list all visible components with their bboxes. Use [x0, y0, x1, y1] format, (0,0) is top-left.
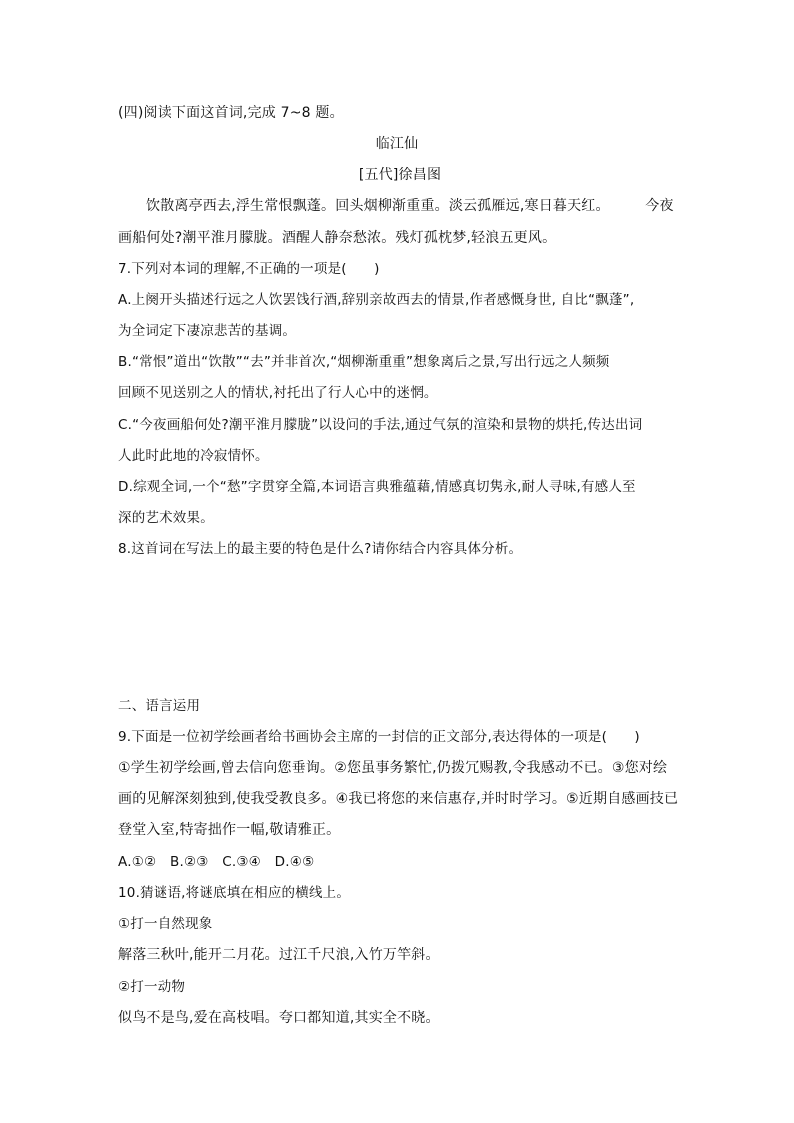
- question-8-stem: 8.这首词在写法上的最主要的特色是什么?请你结合内容具体分析。: [118, 541, 523, 557]
- q7-option-c-line1: C.“今夜画船何处?潮平淮月朦胧”以设问的手法,通过气氛的渲染和景物的烘托,传达出词: [118, 417, 643, 433]
- question-10-stem: 10.猜谜语,将谜底填在相应的横线上。: [118, 885, 351, 901]
- poem-line-1: 饮散离亭西去,浮生常恨飘蓬。回头烟柳渐重重。淡云孤雁远,寒日暮天红。 今夜: [146, 198, 674, 214]
- section-intro: (四)阅读下面这首词,完成 7~8 题。: [118, 105, 344, 121]
- poem-line-2: 画船何处?潮平淮月朦胧。酒醒人静奈愁浓。残灯孤枕梦,轻浪五更风。: [118, 230, 557, 246]
- q10-sub1-label: ①打一自然现象: [118, 916, 213, 932]
- poem-author: [五代]徐昌图: [358, 167, 442, 183]
- q7-option-c-line2: 人此时此地的冷寂情怀。: [118, 448, 269, 464]
- q9-text-line2: 画的见解深刻独到,使我受教良多。④我已将您的来信惠存,并时时学习。⑤近期自感画技已: [118, 791, 679, 807]
- q9-options: A.①② B.②③ C.③④ D.④⑤: [118, 854, 315, 870]
- q7-option-b-line1: B.“常恨”道出“饮散”“去”并非首次,“烟柳渐重重”想象离后之景,写出行远之人频频: [118, 354, 610, 370]
- q9-text-line1: ①学生初学绘画,曾去信向您垂询。②您虽事务繁忙,仍拨冗赐教,令我感动不已。③您对绘: [118, 760, 668, 776]
- q9-text-line3: 登堂入室,特寄拙作一幅,敬请雅正。: [118, 822, 341, 838]
- q10-sub2-label: ②打一动物: [118, 979, 186, 995]
- q7-option-a-line1: A.上阕开头描述行远之人饮罢饯行酒,辞别亲故西去的情景,作者感慨身世, 自比“飘蓬”,: [118, 292, 635, 308]
- poem-title: 临江仙: [375, 136, 419, 152]
- q7-option-d-line1: D.综观全词,一个“愁”字贯穿全篇,本词语言典雅蕴藉,情感真切隽永,耐人寻味,有感人至: [118, 479, 636, 495]
- q7-option-d-line2: 深的艺术效果。: [118, 510, 214, 526]
- q10-sub1-riddle: 解落三秋叶,能开二月花。过江千尺浪,入竹万竿斜。: [118, 947, 440, 963]
- q7-option-a-line2: 为全词定下凄凉悲苦的基调。: [118, 323, 297, 339]
- part-2-heading: 二、语言运用: [118, 698, 201, 714]
- q10-sub2-riddle: 似鸟不是鸟,爱在高枝唱。夸口都知道,其实全不晓。: [118, 1010, 440, 1026]
- q7-option-b-line2: 回顾不见送别之人的情状,衬托出了行人心中的迷惘。: [118, 385, 438, 401]
- question-7-stem: 7.下列对本词的理解,不正确的一项是( ): [118, 261, 380, 277]
- question-9-stem: 9.下面是一位初学绘画者给书画协会主席的一封信的正文部分,表达得体的一项是( ): [118, 729, 640, 745]
